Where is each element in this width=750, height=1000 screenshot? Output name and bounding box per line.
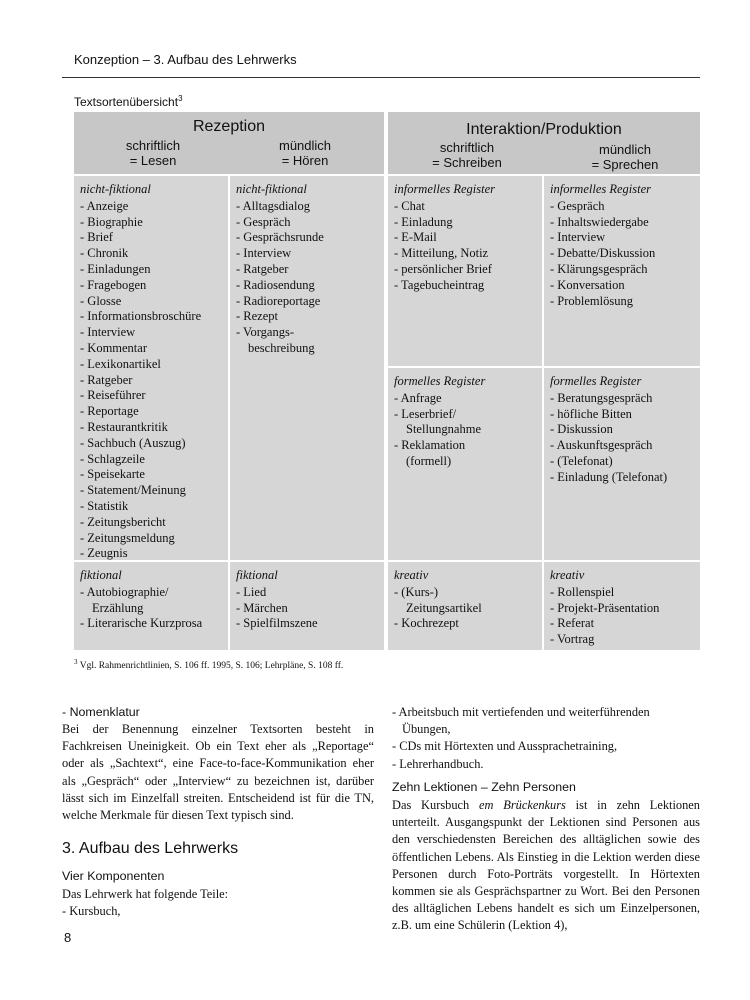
list-item: - Tagebucheintrag (394, 277, 485, 292)
list-item: - Informationsbroschüre (80, 309, 202, 324)
list-item: - Reklamation (394, 438, 466, 453)
list-item: - Rollenspiel (550, 584, 615, 599)
list-item: - Gesprächsrunde (236, 230, 324, 245)
list-item: beschreibung (248, 340, 315, 355)
list-item: - Mitteilung, Notiz (394, 246, 489, 261)
interaktion-oral-creative-list (550, 568, 700, 648)
components-intro (62, 886, 228, 920)
list-item: - Statement/Meinung (80, 483, 186, 498)
interaktion-oral-formal-list (550, 374, 700, 486)
list-item: - (Kurs-) (394, 584, 439, 599)
list-item: - Spielfilmszene (236, 616, 318, 631)
category-label: fiktional (80, 568, 122, 582)
subheader-line: = Sprechen (591, 157, 659, 172)
list-item: - Ratgeber (236, 261, 289, 276)
list-item: - Brief (80, 230, 113, 245)
list-item: - Literarische Kurzprosa (80, 616, 203, 631)
list-item: - Anfrage (394, 390, 442, 405)
category-label: kreativ (394, 568, 429, 582)
nomenklatur-heading: - Nomenklatur (62, 705, 140, 719)
list-item: - Chronik (80, 246, 129, 261)
category-label: formelles Register (550, 374, 642, 388)
footnote-number: 3 (74, 658, 78, 666)
nomenklatur-paragraph: Bei der Benennung einzelner Textsorten besteht in Fachkreisen Uneinigkeit. Ob ein Text eher als „Reportage“ oder als „Sachtext“, eine Face-to-face-Kommunikation eher als „Gespräch“ oder „Interview“ zu bezeichnen ist, darüber lässt sich im Einzelfall streiten. Entscheidend ist für die TN, welche Merkmale für diesen Text typisch sind. (62, 722, 374, 823)
list-item: - Glosse (80, 293, 122, 308)
section-heading: 3. Aufbau des Lehrwerks (62, 840, 239, 857)
list-item: - Sachbuch (Auszug) (80, 435, 186, 450)
interaktion-oral-label (570, 142, 680, 172)
rezeption-oral-nonfiction-list (236, 182, 384, 357)
list-item: - Alltagsdialog (236, 198, 310, 213)
subheader-line: = Hören (281, 153, 329, 168)
overview-title (74, 94, 183, 109)
running-header: Konzeption – 3. Aufbau des Lehrwerks (74, 52, 297, 67)
category-label: nicht-fiktional (80, 182, 151, 196)
list-item: - Radiosendung (236, 277, 315, 292)
subheader-line: = Schreiben (432, 155, 502, 170)
list-item: - Klärungsgespräch (550, 261, 648, 276)
list-item: - Restaurantkritik (80, 419, 168, 434)
list-item: - Beratungsgespräch (550, 390, 653, 405)
list-item: - Referat (550, 616, 595, 631)
interaktion-written-label (412, 140, 522, 170)
list-item: - Ratgeber (80, 372, 133, 387)
list-item: - E-Mail (394, 230, 437, 245)
list-item: - Rezept (236, 309, 278, 324)
interaktion-written-formal-list (394, 374, 542, 470)
category-label: kreativ (550, 568, 585, 582)
textbook-title: em Brückenkurs (479, 798, 566, 812)
list-item: - höfliche Bitten (550, 406, 632, 421)
list-item: - Vortrag (550, 632, 595, 647)
list-item: - Anzeige (80, 198, 129, 213)
rezeption-written-nonfiction-list (80, 182, 228, 562)
interaktion-written-informal-list (394, 182, 542, 294)
footnote (74, 658, 343, 671)
list-item: - Projekt-Präsentation (550, 600, 660, 615)
rezeption-written-fiction-list (80, 568, 228, 632)
list-item: - Märchen (236, 600, 288, 615)
subheader-line: mündlich (278, 138, 332, 153)
text-run: ist in zehn Lektionen unterteilt. Ausgangspunkt der Lektionen sind Personen aus den verschiedensten Bereichen des alltäglichen sowie des öffentlichen Lebens. Als Einstieg in die Lektion werden diese Personen durch Foto-Porträts vorgestellt. In Hörtexten kommen sie als Gesprächspartner zu Wort. Bei den Personen des alltäglichen Lebens handelt es sich um Einzelpersonen, z.B. um eine Schülerin (Lektion 4), (392, 798, 700, 933)
list-item: - persönlicher Brief (394, 261, 492, 276)
list-item: - Reiseführer (80, 388, 146, 403)
text-types-table (74, 112, 700, 650)
list-item: Zeitungsartikel (406, 600, 482, 615)
category-label: fiktional (236, 568, 278, 582)
list-item: - Autobiographie/ (80, 584, 169, 599)
components-list-continued (392, 704, 700, 773)
overview-title-text: Textsortenübersicht (74, 95, 179, 109)
subheader-line: mündlich (598, 142, 652, 157)
list-item: - Interview (236, 246, 292, 261)
list-item: - Einladung (Telefonat) (550, 469, 668, 484)
list-item: - Diskussion (550, 422, 613, 437)
category-label: informelles Register (550, 182, 652, 196)
page-number: 8 (64, 930, 72, 945)
list-item: Stellungnahme (406, 422, 481, 437)
category-label: formelles Register (394, 374, 486, 388)
text-line: - Kursbuch, (62, 904, 121, 918)
lessons-paragraph (392, 797, 700, 935)
list-item: - (Telefonat) (550, 453, 613, 468)
list-item: - Einladungen (80, 261, 151, 276)
list-item: - Radioreportage (236, 293, 321, 308)
list-item: - Inhaltswiedergabe (550, 214, 649, 229)
list-item: - Chat (394, 198, 425, 213)
list-item: - Leserbrief/ (394, 406, 457, 421)
list-item: - Kommentar (80, 340, 147, 355)
list-item: - Zeitungsbericht (80, 514, 166, 529)
list-item: - Fragebogen (80, 277, 147, 292)
header-rule (62, 77, 700, 78)
category-label: informelles Register (394, 182, 496, 196)
subheader-line: schriftlich (439, 140, 495, 155)
rezeption-written-label (98, 138, 208, 168)
rezeption-oral-label (250, 138, 360, 168)
list-item: (formell) (406, 453, 452, 468)
subheader-line: schriftlich (125, 138, 181, 153)
list-item: - Gespräch (550, 198, 605, 213)
list-item: - Gespräch (236, 214, 291, 229)
subsection-heading-lessons: Zehn Lektionen – Zehn Personen (392, 780, 576, 794)
footnote-text: Vgl. Rahmenrichtlinien, S. 106 ff. 1995, S. 106; Lehrpläne, S. 108 ff. (79, 661, 344, 672)
list-item: - Reportage (80, 404, 139, 419)
list-item: - Interview (550, 230, 606, 245)
list-item: - Lied (236, 584, 267, 599)
text-line: - CDs mit Hörtexten und Aussprachetraining, (392, 739, 618, 754)
list-item: - Kochrezept (394, 616, 459, 631)
interaktion-title: Interaktion/Produktion (466, 121, 622, 138)
list-item: - Schlagzeile (80, 451, 145, 466)
list-item: - Biographie (80, 214, 143, 229)
interaktion-written-creative-list (394, 568, 542, 632)
text-line: - Lehrerhandbuch. (392, 756, 484, 771)
rezeption-title: Rezeption (192, 118, 266, 135)
list-item: - Debatte/Diskussion (550, 246, 656, 261)
list-item: - Problemlösung (550, 293, 633, 308)
subsection-heading-components: Vier Komponenten (62, 869, 165, 883)
footnote-mark: 3 (178, 94, 183, 103)
list-item: - Einladung (394, 214, 453, 229)
subheader-line: = Lesen (129, 153, 177, 168)
list-item: - Zeitungsmeldung (80, 530, 175, 545)
list-item: - Vorgangs- (236, 325, 294, 340)
list-item: - Auskunftsgespräch (550, 438, 653, 453)
category-label: nicht-fiktional (236, 182, 307, 196)
list-item: - Statistik (80, 498, 129, 513)
list-item: - Interview (80, 325, 136, 340)
rezeption-oral-fiction-list (236, 568, 384, 632)
list-item: - Zeugnis (80, 546, 128, 561)
text-run: Das Kursbuch (392, 798, 480, 812)
list-item: Erzählung (92, 600, 144, 615)
interaktion-oral-informal-list (550, 182, 700, 309)
text-line: Das Lehrwerk hat folgende Teile: (62, 887, 229, 901)
list-item: - Speisekarte (80, 467, 145, 482)
list-item: - Konversation (550, 277, 625, 292)
text-line: - Arbeitsbuch mit vertiefenden und weiterführenden (392, 705, 650, 719)
text-line: Übungen, (402, 722, 451, 737)
list-item: - Lexikonartikel (80, 356, 161, 371)
